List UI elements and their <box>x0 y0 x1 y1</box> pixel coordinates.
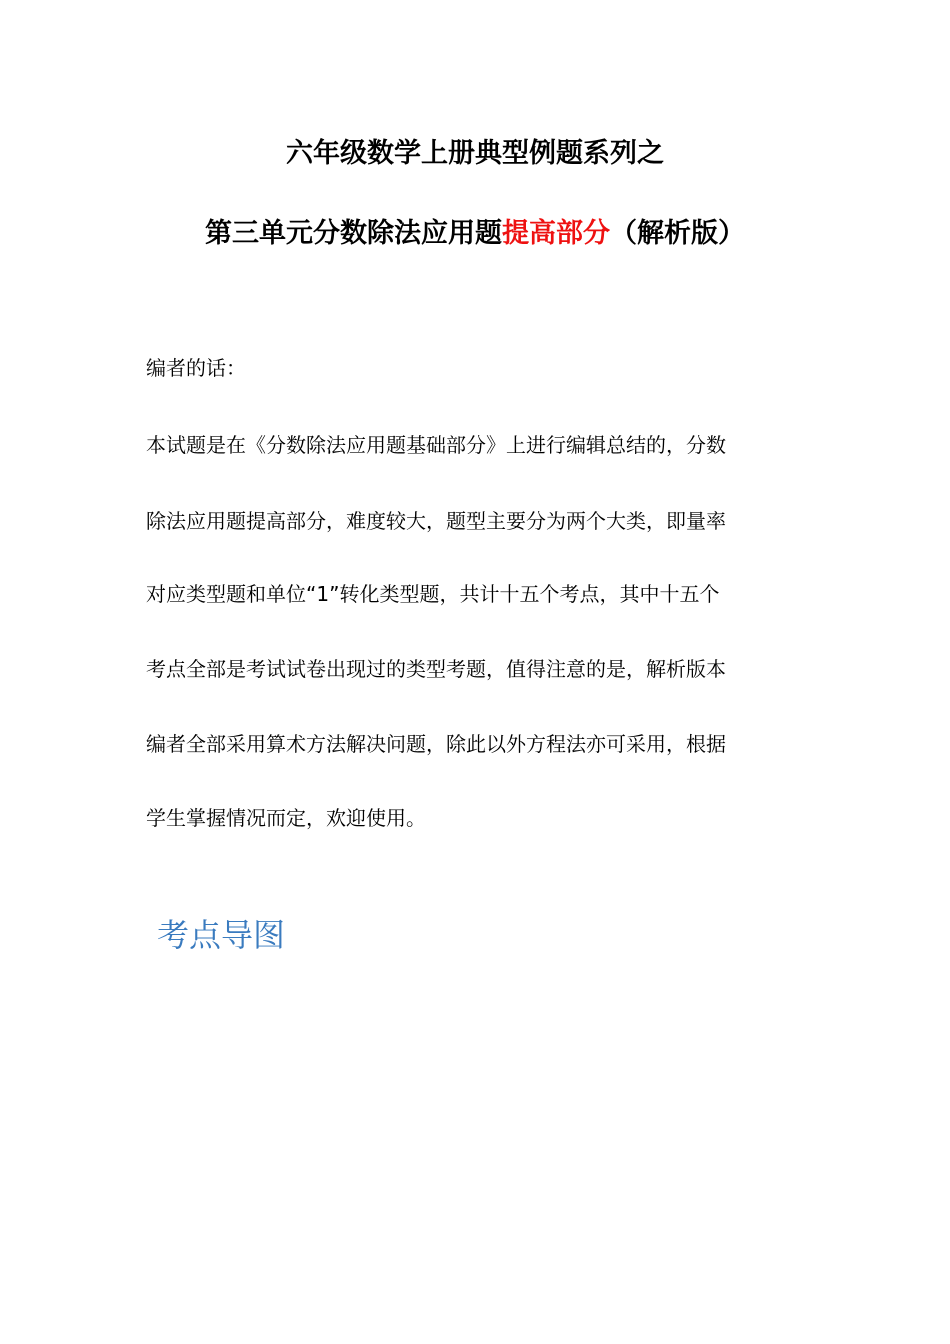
document-title-line-2 <box>0 217 950 251</box>
document-title-line-1 <box>0 137 950 171</box>
intro-line: 考点全部是考试试卷出现过的类型考题，值得注意的是，解析版本 <box>146 657 726 681</box>
title-line-2-prefix: 第三单元分数除法应用题 <box>205 218 502 249</box>
intro-line: 编者全部采用算术方法解决问题，除此以外方程法亦可采用，根据 <box>146 732 726 756</box>
title-line-1-text: 六年级数学上册典型例题系列之 <box>286 138 664 169</box>
title-line-2-suffix: （解析版） <box>610 218 745 249</box>
intro-line: 除法应用题提高部分，难度较大，题型主要分为两个大类，即量率 <box>146 509 726 533</box>
title-line-2-highlight: 提高部分 <box>502 218 610 249</box>
intro-line: 学生掌握情况而定，欢迎使用。 <box>146 806 426 830</box>
section-heading-mindmap: 考点导图 <box>157 916 286 954</box>
intro-line: 本试题是在《分数除法应用题基础部分》上进行编辑总结的，分数 <box>146 433 726 457</box>
intro-line: 对应类型题和单位“1”转化类型题，共计十五个考点，其中十五个 <box>146 582 720 606</box>
editor-note-label: 编者的话： <box>146 356 246 380</box>
